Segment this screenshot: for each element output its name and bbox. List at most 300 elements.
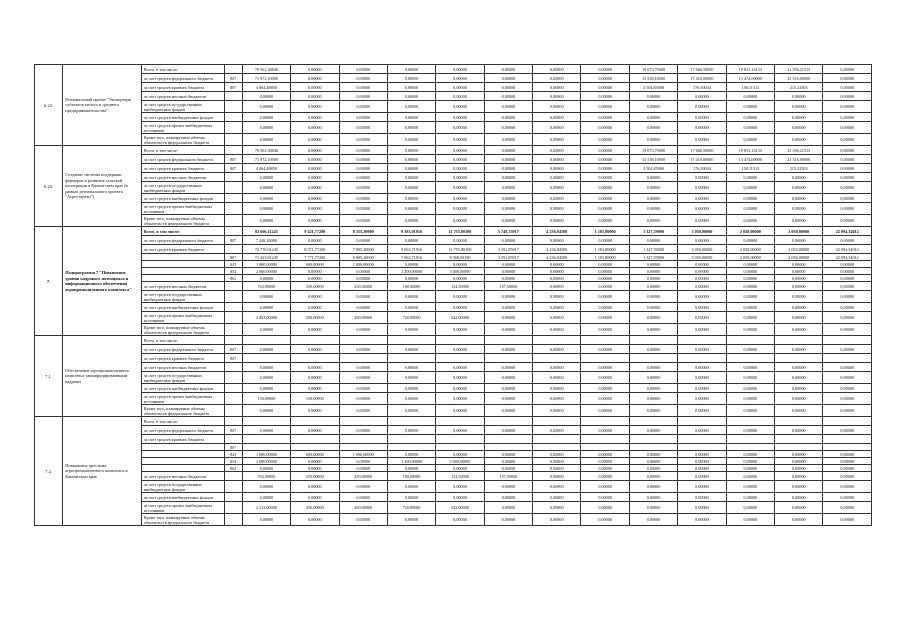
- amount-cell: 0,00000: [484, 215, 532, 227]
- table-row: [35, 312, 872, 324]
- grbs-code: 807: [224, 83, 242, 92]
- amount-cell: 0,00000: [242, 481, 290, 493]
- amount-cell: 17 416,00000: [678, 155, 726, 164]
- amount-cell: 0,00000: [678, 405, 726, 417]
- amount-cell: 0,00000: [775, 113, 823, 122]
- amount-cell: 0,00000: [726, 92, 774, 101]
- amount-cell: 2 313,00000: [242, 502, 290, 514]
- amount-cell: 0,00000: [436, 215, 484, 227]
- amount-cell: 0,00000: [581, 303, 629, 312]
- grbs-code: [224, 417, 242, 426]
- amount-cell: 0,00000: [484, 451, 532, 458]
- grbs-code: [224, 393, 242, 405]
- amount-cell: 0,00000: [533, 384, 581, 393]
- amount-cell: 0,00000: [436, 481, 484, 493]
- amount-cell: 0,00000: [291, 236, 339, 245]
- amount-cell: 0,00000: [484, 275, 532, 282]
- funding-source-label: за счет средств прочих внебюджетных источников: [141, 122, 224, 134]
- amount-cell: 0,00000: [629, 101, 677, 113]
- amount-cell: 0,00000: [291, 372, 339, 384]
- amount-cell: [823, 354, 872, 363]
- amount-cell: 0,00000: [339, 215, 387, 227]
- amount-cell: 0,00000: [581, 194, 629, 203]
- amount-cell: 0,00000: [387, 465, 435, 472]
- amount-cell: [484, 417, 532, 426]
- amount-cell: 0,00000: [484, 268, 532, 275]
- amount-cell: [484, 354, 532, 363]
- amount-cell: 0,00000: [823, 215, 872, 227]
- amount-cell: 0,00000: [823, 465, 872, 472]
- amount-cell: 0,00000: [339, 155, 387, 164]
- amount-cell: 0,00000: [678, 312, 726, 324]
- amount-cell: 0,00000: [436, 384, 484, 393]
- grbs-code: [224, 435, 242, 444]
- amount-cell: 0,00000: [339, 83, 387, 92]
- amount-cell: 0,00000: [678, 173, 726, 182]
- amount-cell: [533, 417, 581, 426]
- table-row: [35, 83, 872, 92]
- grbs-code: [224, 113, 242, 122]
- amount-cell: 0,00000: [726, 122, 774, 134]
- amount-cell: 0,00000: [581, 101, 629, 113]
- amount-cell: 0,00000: [242, 363, 290, 372]
- funding-source-label: за счет средств местных бюджетов: [141, 173, 224, 182]
- amount-cell: 0,00000: [533, 194, 581, 203]
- amount-cell: [387, 354, 435, 363]
- amount-cell: 0,00000: [339, 268, 387, 275]
- amount-cell: [823, 444, 872, 451]
- amount-cell: [775, 435, 823, 444]
- amount-cell: 0,00000: [823, 236, 872, 245]
- amount-cell: 0,00000: [533, 481, 581, 493]
- amount-cell: 0,00000: [678, 324, 726, 336]
- amount-cell: 0,00000: [726, 493, 774, 502]
- amount-cell: 22 094,34012: [823, 254, 872, 261]
- table-row: [35, 236, 872, 245]
- amount-cell: 720,00000: [387, 502, 435, 514]
- table-row: [35, 203, 872, 215]
- amount-cell: 0,00000: [823, 502, 872, 514]
- table-row: [35, 92, 872, 101]
- amount-cell: 0,00000: [823, 426, 872, 435]
- amount-cell: 0,00000: [242, 493, 290, 502]
- amount-cell: 0,00000: [581, 182, 629, 194]
- amount-cell: 0,00000: [484, 405, 532, 417]
- amount-cell: 0,00000: [726, 384, 774, 393]
- amount-cell: 0,00000: [678, 268, 726, 275]
- amount-cell: 0,00000: [581, 472, 629, 481]
- amount-cell: 0,00000: [726, 472, 774, 481]
- amount-cell: 0,00000: [678, 134, 726, 146]
- amount-cell: 0,00000: [629, 426, 677, 435]
- amount-cell: 600,00000: [291, 261, 339, 268]
- amount-cell: 0,00000: [629, 268, 677, 275]
- amount-cell: 0,00000: [726, 182, 774, 194]
- amount-cell: 0,00000: [629, 472, 677, 481]
- amount-cell: 0,00000: [726, 312, 774, 324]
- amount-cell: 0,00000: [726, 203, 774, 215]
- amount-cell: 0,00000: [581, 173, 629, 182]
- amount-cell: 0,00000: [484, 481, 532, 493]
- amount-cell: 3 504,85000: [629, 164, 677, 173]
- amount-cell: [678, 336, 726, 345]
- amount-cell: 0,00000: [629, 372, 677, 384]
- amount-cell: 0,00000: [726, 134, 774, 146]
- amount-cell: 0,00000: [339, 372, 387, 384]
- amount-cell: 0,00000: [242, 134, 290, 146]
- amount-cell: 3 591,85917: [484, 254, 532, 261]
- amount-cell: 0,00000: [775, 92, 823, 101]
- table-row: [35, 493, 872, 502]
- grbs-code: 807: [224, 236, 242, 245]
- amount-cell: 19 831,14133: [726, 65, 774, 74]
- amount-cell: [581, 444, 629, 451]
- grbs-code: [224, 291, 242, 303]
- amount-cell: 0,00000: [436, 101, 484, 113]
- amount-cell: 0,00000: [775, 312, 823, 324]
- amount-cell: [629, 336, 677, 345]
- table-row: [35, 268, 872, 275]
- amount-cell: [291, 417, 339, 426]
- grbs-code: [224, 363, 242, 372]
- amount-cell: 0,00000: [823, 312, 872, 324]
- amount-cell: 0,00000: [581, 345, 629, 354]
- amount-cell: 0,00000: [339, 465, 387, 472]
- table-row: [35, 393, 872, 405]
- amount-cell: 158,11313: [726, 164, 774, 173]
- amount-cell: 4 064,48850: [242, 164, 290, 173]
- amount-cell: 0,00000: [533, 65, 581, 74]
- amount-cell: 0,00000: [484, 291, 532, 303]
- amount-cell: [387, 435, 435, 444]
- amount-cell: 0,00000: [581, 164, 629, 173]
- funding-source-label: Всего, в том числе:: [141, 65, 224, 74]
- funding-source-label: за счет средств внебюджетных фондов: [141, 113, 224, 122]
- table-row: [35, 481, 872, 493]
- amount-cell: 0,00000: [387, 324, 435, 336]
- amount-cell: 0,00000: [533, 146, 581, 155]
- amount-cell: 0,00000: [823, 451, 872, 458]
- amount-cell: 0,00000: [339, 384, 387, 393]
- amount-cell: 0,00000: [242, 113, 290, 122]
- amount-cell: 2 050,00000: [726, 254, 774, 261]
- amount-cell: 22 094,34012: [823, 245, 872, 254]
- amount-cell: [484, 336, 532, 345]
- amount-cell: 0,00000: [629, 502, 677, 514]
- amount-cell: 0,00000: [533, 303, 581, 312]
- funding-source-label: за счет средств прочих внебюджетных источников: [141, 393, 224, 405]
- amount-cell: 0,00000: [339, 426, 387, 435]
- amount-cell: 0,00000: [775, 493, 823, 502]
- amount-cell: 0,00000: [484, 194, 532, 203]
- amount-cell: 0,00000: [581, 203, 629, 215]
- amount-cell: 0,00000: [775, 481, 823, 493]
- section-name: Создание системы поддержки фермеров и развития сельской кооперации в Камчатском крае (в рамках регионального проекта "Агростартап"): [63, 146, 142, 227]
- amount-cell: 13 474,00000: [726, 74, 774, 83]
- grbs-code: [224, 282, 242, 291]
- amount-cell: 600,00000: [291, 451, 339, 458]
- amount-cell: 0,00000: [775, 472, 823, 481]
- amount-cell: 0,00000: [339, 146, 387, 155]
- amount-cell: 0,00000: [678, 275, 726, 282]
- amount-cell: 0,00000: [387, 384, 435, 393]
- grbs-code: 807: [224, 254, 242, 261]
- amount-cell: [533, 435, 581, 444]
- amount-cell: 0,00000: [533, 113, 581, 122]
- funding-source-label: Всего, в том числе:: [141, 336, 224, 345]
- amount-cell: 0,00000: [339, 101, 387, 113]
- amount-cell: 0,00000: [291, 155, 339, 164]
- amount-cell: 0,00000: [823, 164, 872, 173]
- amount-cell: 0,00000: [775, 384, 823, 393]
- amount-cell: 0,00000: [484, 113, 532, 122]
- grbs-code: 807: [224, 74, 242, 83]
- amount-cell: 0,00000: [387, 92, 435, 101]
- table-row: [35, 472, 872, 481]
- amount-cell: 0,00000: [533, 405, 581, 417]
- amount-cell: 0,00000: [291, 101, 339, 113]
- amount-cell: 2 050,00000: [726, 227, 774, 236]
- amount-cell: 0,00000: [726, 291, 774, 303]
- amount-cell: 0,00000: [387, 83, 435, 92]
- grbs-code: [224, 493, 242, 502]
- grbs-code: 807: [224, 155, 242, 164]
- amount-cell: [726, 417, 774, 426]
- amount-cell: 0,00000: [436, 83, 484, 92]
- grbs-code: [224, 134, 242, 146]
- grbs-code: [224, 182, 242, 194]
- amount-cell: 1 327,59000: [629, 245, 677, 254]
- amount-cell: 0,00000: [291, 203, 339, 215]
- amount-cell: 72 776,91245: [242, 245, 290, 254]
- amount-cell: 0,00000: [291, 92, 339, 101]
- grbs-code: [224, 405, 242, 417]
- amount-cell: 0,00000: [678, 458, 726, 465]
- amount-cell: [581, 354, 629, 363]
- funding-source-label: [141, 275, 224, 282]
- amount-cell: 0,00000: [678, 345, 726, 354]
- funding-source-label: [141, 444, 224, 451]
- amount-cell: 1 200,00000: [387, 458, 435, 465]
- amount-cell: [726, 354, 774, 363]
- amount-cell: 0,00000: [823, 458, 872, 465]
- amount-cell: 0,00000: [387, 164, 435, 173]
- amount-cell: 0,00000: [726, 173, 774, 182]
- amount-cell: 0,00000: [581, 481, 629, 493]
- amount-cell: 0,00000: [726, 363, 774, 372]
- funding-source-label: за счет средств краевого бюджета: [141, 435, 224, 444]
- amount-cell: 0,00000: [436, 303, 484, 312]
- amount-cell: 0,00000: [387, 426, 435, 435]
- amount-cell: 0,00000: [484, 65, 532, 74]
- grbs-code: [224, 92, 242, 101]
- amount-cell: 0,00000: [291, 182, 339, 194]
- funding-source-label: за счет средств краевого бюджета: [141, 164, 224, 173]
- amount-cell: 0,00000: [533, 173, 581, 182]
- table-row: [35, 444, 872, 451]
- amount-cell: 0,00000: [726, 324, 774, 336]
- funding-source-label: за счет средств внебюджетных фондов: [141, 303, 224, 312]
- amount-cell: 0,00000: [291, 173, 339, 182]
- funding-source-label: за счет средств федерального бюджета: [141, 74, 224, 83]
- amount-cell: 0,00000: [242, 194, 290, 203]
- amount-cell: 0,00000: [533, 215, 581, 227]
- amount-cell: 0,00000: [533, 268, 581, 275]
- funding-source-label: за счет средств краевого бюджета: [141, 245, 224, 254]
- amount-cell: 0,00000: [436, 113, 484, 122]
- amount-cell: 79 561,38846: [242, 146, 290, 155]
- amount-cell: 1 000,00000: [242, 451, 290, 458]
- amount-cell: 0,00000: [339, 493, 387, 502]
- table-row: [35, 426, 872, 435]
- amount-cell: 0,00000: [823, 182, 872, 194]
- grbs-code: [224, 324, 242, 336]
- amount-cell: 0,00000: [533, 282, 581, 291]
- amount-cell: 0,00000: [291, 275, 339, 282]
- amount-cell: 0,00000: [823, 324, 872, 336]
- amount-cell: 0,00000: [775, 236, 823, 245]
- amount-cell: 0,00000: [629, 324, 677, 336]
- amount-cell: 0,00000: [581, 134, 629, 146]
- grbs-code: [224, 245, 242, 254]
- amount-cell: 0,00000: [823, 203, 872, 215]
- amount-cell: 22 094,34012: [823, 227, 872, 236]
- funding-source-label: за счет средств краевого бюджета: [141, 354, 224, 363]
- amount-cell: 0,00000: [775, 426, 823, 435]
- amount-cell: 7 863,71916: [387, 254, 435, 261]
- amount-cell: 0,00000: [291, 65, 339, 74]
- amount-cell: 0,00000: [387, 451, 435, 458]
- amount-cell: 157,50000: [484, 472, 532, 481]
- grbs-code: 843: [224, 451, 242, 458]
- amount-cell: 0,00000: [726, 194, 774, 203]
- funding-source-label: за счет средств внебюджетных фондов: [141, 194, 224, 203]
- amount-cell: 0,00000: [387, 345, 435, 354]
- amount-cell: 0,00000: [484, 502, 532, 514]
- amount-cell: 150,00000: [242, 393, 290, 405]
- amount-cell: 0,00000: [484, 236, 532, 245]
- funding-source-label: за счет средств прочих внебюджетных источников: [141, 203, 224, 215]
- grbs-code: [224, 101, 242, 113]
- amount-cell: 0,00000: [387, 215, 435, 227]
- grbs-code: [224, 312, 242, 324]
- amount-cell: 0,00000: [291, 514, 339, 526]
- amount-cell: 0,00000: [678, 113, 726, 122]
- amount-cell: 0,00000: [436, 493, 484, 502]
- table-row: [35, 336, 872, 345]
- amount-cell: 0,00000: [533, 514, 581, 526]
- amount-cell: 0,00000: [775, 194, 823, 203]
- amount-cell: 0,00000: [436, 194, 484, 203]
- amount-cell: 0,00000: [775, 465, 823, 472]
- amount-cell: 0,00000: [775, 134, 823, 146]
- amount-cell: 720,00000: [387, 312, 435, 324]
- amount-cell: [387, 444, 435, 451]
- amount-cell: 0,00000: [629, 345, 677, 354]
- amount-cell: 154,50000: [436, 472, 484, 481]
- amount-cell: 0,00000: [533, 203, 581, 215]
- amount-cell: 0,00000: [629, 134, 677, 146]
- amount-cell: 0,00000: [339, 164, 387, 173]
- amount-cell: 0,00000: [436, 426, 484, 435]
- amount-cell: 0,00000: [484, 426, 532, 435]
- amount-cell: 0,00000: [775, 502, 823, 514]
- amount-cell: 0,00000: [291, 215, 339, 227]
- amount-cell: 3 504,85000: [629, 83, 677, 92]
- amount-cell: 0,00000: [533, 164, 581, 173]
- amount-cell: 0,00000: [291, 113, 339, 122]
- amount-cell: 0,00000: [242, 465, 290, 472]
- table-row: [35, 384, 872, 393]
- amount-cell: 0,00000: [581, 426, 629, 435]
- amount-cell: 1 181,80000: [581, 254, 629, 261]
- funding-source-label: [141, 268, 224, 275]
- amount-cell: 17 416,00000: [678, 74, 726, 83]
- amount-cell: 0,00000: [339, 458, 387, 465]
- amount-cell: 2 000,00000: [242, 268, 290, 275]
- amount-cell: 0,00000: [726, 458, 774, 465]
- amount-cell: 3 591,85917: [484, 245, 532, 254]
- amount-cell: 0,00000: [387, 405, 435, 417]
- amount-cell: 0,00000: [823, 405, 872, 417]
- funding-source-label: [141, 465, 224, 472]
- amount-cell: 0,00000: [533, 502, 581, 514]
- amount-cell: 0,00000: [629, 194, 677, 203]
- amount-cell: 0,00000: [484, 393, 532, 405]
- table-row: [35, 227, 872, 236]
- amount-cell: 0,00000: [726, 345, 774, 354]
- amount-cell: 0,00000: [775, 101, 823, 113]
- amount-cell: 3 000,00000: [436, 268, 484, 275]
- amount-cell: 11 755,80100: [436, 245, 484, 254]
- amount-cell: [436, 336, 484, 345]
- amount-cell: 0,00000: [291, 122, 339, 134]
- amount-cell: 0,00000: [823, 268, 872, 275]
- amount-cell: 8 355,20000: [339, 227, 387, 236]
- amount-cell: 0,00000: [726, 514, 774, 526]
- amount-cell: 0,00000: [484, 372, 532, 384]
- amount-cell: 0,00000: [581, 83, 629, 92]
- amount-cell: 0,00000: [726, 393, 774, 405]
- amount-cell: 0,00000: [291, 268, 339, 275]
- table-row: [35, 245, 872, 254]
- funding-source-label: за счет средств федерального бюджета: [141, 426, 224, 435]
- amount-cell: 0,00000: [242, 101, 290, 113]
- amount-cell: 0,00000: [823, 155, 872, 164]
- funding-source-label: Кроме того, планируемые объемы обязательств федерального бюджета: [141, 405, 224, 417]
- amount-cell: 0,00000: [629, 122, 677, 134]
- amount-cell: 0,00000: [339, 92, 387, 101]
- amount-cell: 0,00000: [339, 393, 387, 405]
- amount-cell: 1 181,80000: [581, 227, 629, 236]
- amount-cell: 0,00000: [581, 493, 629, 502]
- amount-cell: 0,00000: [629, 451, 677, 458]
- amount-cell: [291, 435, 339, 444]
- amount-cell: 100,00000: [387, 282, 435, 291]
- amount-cell: 0,00000: [726, 215, 774, 227]
- amount-cell: 0,00000: [726, 502, 774, 514]
- amount-cell: 215,22503: [775, 83, 823, 92]
- amount-cell: 0,00000: [775, 458, 823, 465]
- amount-cell: 0,00000: [484, 74, 532, 83]
- amount-cell: 0,00000: [678, 194, 726, 203]
- funding-source-label: за счет средств государственных внебюджетных фондов: [141, 101, 224, 113]
- amount-cell: [242, 336, 290, 345]
- amount-cell: [339, 354, 387, 363]
- amount-cell: 0,00000: [533, 465, 581, 472]
- amount-cell: 17 666,50000: [678, 65, 726, 74]
- amount-cell: 0,00000: [387, 74, 435, 83]
